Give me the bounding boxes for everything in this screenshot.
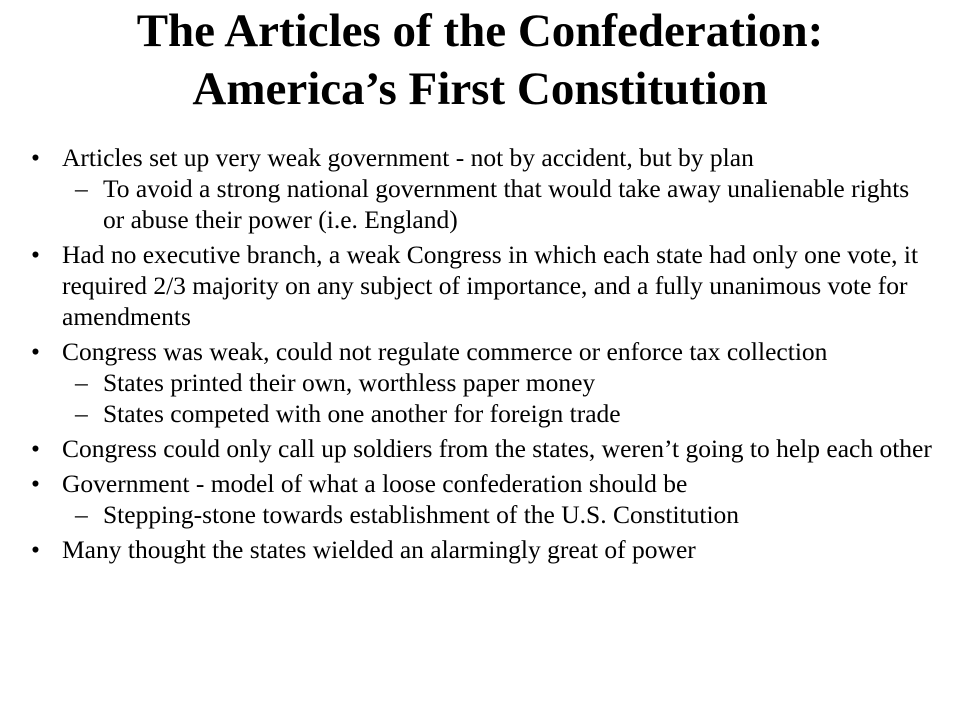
sub-bullet-text: Stepping-stone towards establishment of the U.S. Constitution [103, 500, 740, 529]
sub-bullet-item [0, 173, 960, 235]
bullet-text: Articles set up very weak government - not by accident, but by plan [62, 143, 754, 172]
slide-title-line-2: America’s First Constitution [192, 63, 768, 115]
bullet-text: Congress was weak, could not regulate commerce or enforce tax collection [62, 337, 828, 366]
bullet-marker: • [31, 337, 40, 366]
bullet-item [0, 239, 960, 332]
bullet-marker: • [31, 240, 40, 269]
slide-content [0, 142, 960, 565]
bullet-item [0, 468, 960, 499]
bullet-marker: • [31, 469, 40, 498]
sub-bullet-item [0, 367, 960, 398]
bullet-marker: • [31, 535, 40, 564]
bullet-text: Congress could only call up soldiers from the states, weren’t going to help each other [62, 434, 932, 463]
sub-bullet-text: To avoid a strong national government that would take away unalienable rights or abuse their power (i.e. England) [103, 174, 910, 234]
bullet-text: Government - model of what a loose confederation should be [62, 469, 688, 498]
sub-bullet-item [0, 499, 960, 530]
bullet-text: Had no executive branch, a weak Congress in which each state had only one vote, it required 2/3 majority on any subject of importance, and a fully unanimous vote for amendments [62, 240, 919, 331]
bullet-item [0, 433, 960, 464]
bullet-text: Many thought the states wielded an alarmingly great of power [62, 535, 696, 564]
sub-bullet-text: States competed with one another for foreign trade [103, 399, 621, 428]
sub-bullet-marker: – [75, 399, 88, 428]
sub-bullet-item [0, 398, 960, 429]
bullet-item [0, 142, 960, 173]
sub-bullet-marker: – [75, 368, 88, 397]
bullet-item [0, 534, 960, 565]
sub-bullet-marker: – [75, 500, 88, 529]
bullet-item [0, 336, 960, 367]
bullet-marker: • [31, 434, 40, 463]
slide-title-line-1: The Articles of the Confederation: [136, 5, 824, 57]
sub-bullet-marker: – [75, 174, 88, 203]
bullet-marker: • [31, 143, 40, 172]
sub-bullet-text: States printed their own, worthless paper money [103, 368, 596, 397]
slide-title [0, 2, 960, 118]
